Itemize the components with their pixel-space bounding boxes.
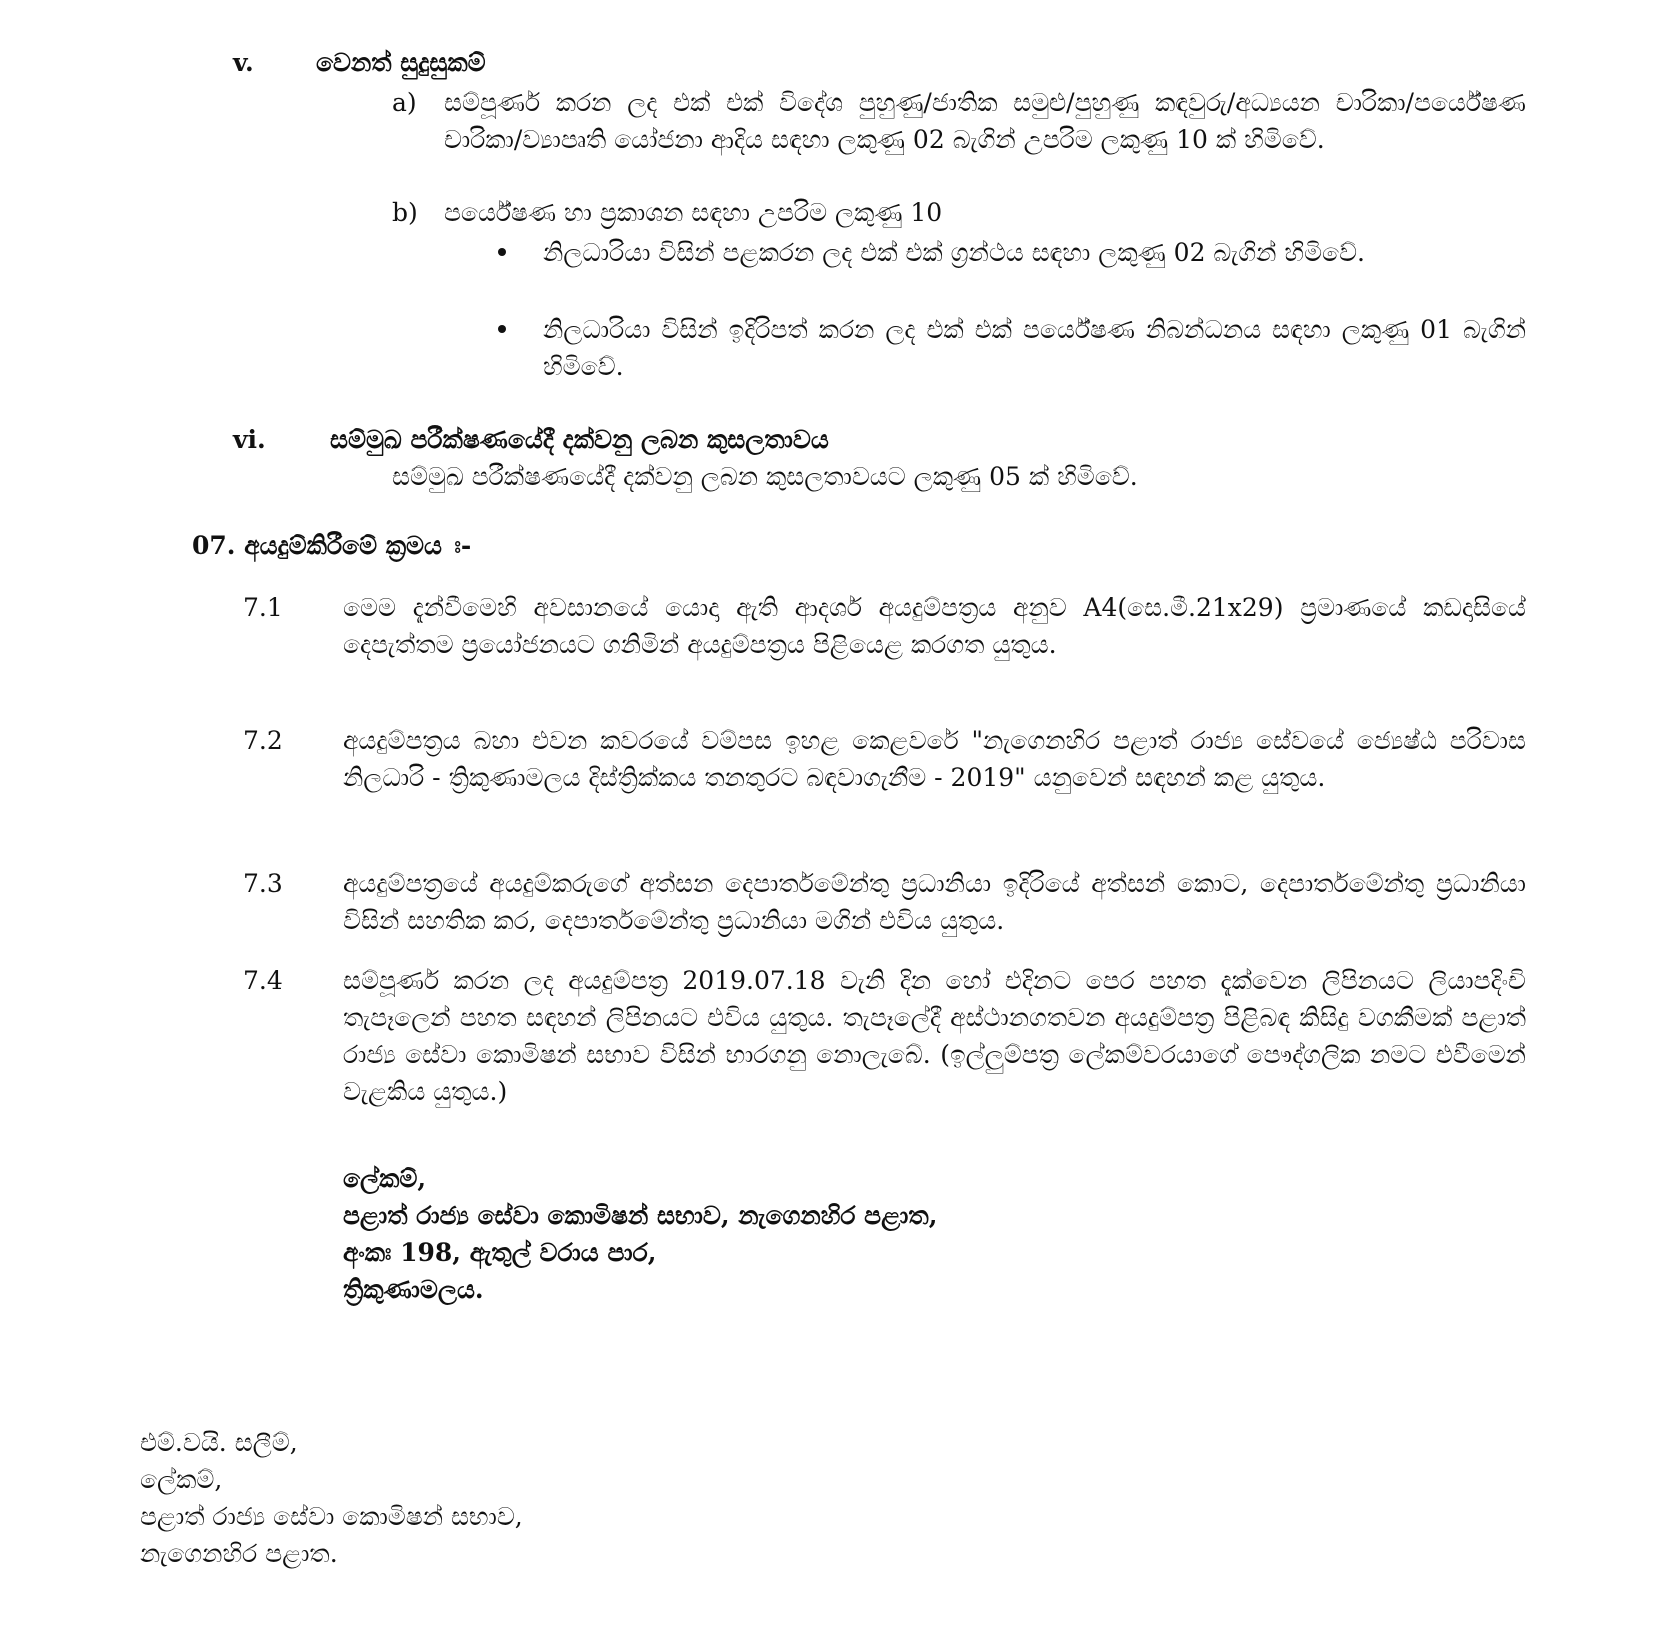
section-v-title: වෙනත් සුදුසුකම් (316, 48, 486, 77)
item-7-4-number: 7.4 (243, 966, 283, 995)
address-block (343, 1160, 937, 1308)
signature-line: පළාත් රාජ්‍ය සේවා කොමිෂන් සභාව, (140, 1502, 523, 1531)
address-line: ත්‍රිකුණාමලය. (343, 1275, 484, 1304)
item-7-1-text: මෙම දැන්වීමෙහි අවසානයේ යොදා ඇති ආදර්ශ අයදුම්පත්‍රය අනුව A4(සෙ.මී.21x29) ප්‍රමාණයේ කඩදාසියේ දෙපැත්තම ප්‍රයෝජනයට ගනිමින් අයදුම්පත්‍රය පිළියෙළ කරගත යුතුය. (343, 593, 1526, 659)
signature-block (140, 1424, 523, 1572)
bullet-icon (498, 325, 506, 333)
address-line: ලේකම්, (343, 1164, 427, 1193)
section-v-bullet-1: නිලධාරියා විසින් පළකරන ලද එක් එක් ග්‍රන්ථය සඳහා ලකුණු 02 බැගින් හිමිවේ. (543, 238, 1366, 267)
section-v-item-b-label: b) (392, 198, 418, 227)
item-7-3-number: 7.3 (243, 869, 283, 898)
item-7-2-text: අයදුම්පත්‍රය බහා එවන කවරයේ වම්පස ඉහළ කෙළවරේ "නැගෙනහිර පළාත් රාජ්‍ය සේවයේ ජ්‍යෙෂ්ඨ පරිවාස නිලධාරි - ත්‍රිකුණාමලය දිස්ත්‍රික්කය තනතුරට බඳවාගැනීම - 2019" යනුවෙන් සඳහන් කළ යුතුය. (343, 726, 1526, 792)
section-v-item-b-text: පර්යේෂණ හා ප්‍රකාශන සඳහා උපරිම ලකුණු 10 (444, 198, 943, 227)
section-vi-number: vi. (233, 425, 266, 454)
item-7-4-text: සම්පූර්ණ කරන ලද අයදුම්පත්‍ර 2019.07.18 වැනි දින හෝ එදිනට පෙර පහත දැක්වෙන ලිපිනයට ලියාපදිංචි තැපෑලෙන් පහත සඳහන් ලිපිනයට එවිය යුතුය. තැපෑලේදී අස්ථානගතවන අයදුම්පත්‍ර පිළිබඳ කිසිදු වගකීමක් පළාත් රාජ්‍ය සේවා කොමිෂන් සභාව විසින් භාරගනු නොලැබේ. (ඉල්ලුම්පත්‍ර ලේකම්වරයාගේ පෞද්ගලික නමට එවීමෙන් වැළකිය යුතුය.) (343, 966, 1526, 1106)
section-vi-title: සම්මුඛ පරීක්ෂණයේදී දක්වනු ලබන කුසලතාවය (330, 425, 829, 454)
section-v-item-a-text: සම්පූර්ණ කරන ලද එක් එක් විදේශ පුහුණු/ජාතික සමුළු/පුහුණු කඳවුරු/අධ්‍යයන චාරිකා/පර්යේෂණ චාරිකා/ව්‍යාපෘති යෝජනා ආදිය සඳහා ලකුණු 02 බැගින් උපරිම ලකුණු 10 ක් හිමිවේ. (444, 88, 1526, 154)
item-7-3-text: අයදුම්පත්‍රයේ අයදුම්කරුගේ අත්සන දෙපාර්තමේන්තු ප්‍රධානියා ඉදිරියේ අත්සන් කොට, දෙපාර්තමේන්තු ප්‍රධානියා විසින් සහතික කර, දෙපාර්තමේන්තු ප්‍රධානියා මගින් එවිය යුතුය. (343, 869, 1527, 935)
signature-line: නැගෙනහිර පළාත. (140, 1539, 338, 1568)
signature-line: ලේකම්, (140, 1465, 223, 1494)
signature-line: එම්.වයි. සලීම්, (140, 1428, 298, 1457)
section-v-item-a-label: a) (392, 88, 417, 117)
section-v-number: v. (233, 48, 254, 77)
section-v-bullet-2: නිලධාරියා විසින් ඉදිරිපත් කරන ලද එක් එක් පර්යේෂණ නිබන්ධනය සඳහා ලකුණු 01 බැගින් හිමිවේ. (543, 315, 1526, 381)
address-line: පළාත් රාජ්‍ය සේවා කොමිෂන් සභාව, නැගෙනහිර පළාත, (343, 1201, 938, 1230)
address-line: අංකඃ 198, ඇතුල් වරාය පාර, (343, 1238, 657, 1267)
bullet-icon (498, 248, 506, 256)
item-7-1-number: 7.1 (243, 593, 283, 622)
section-07-heading: 07. අයදුම්කිරීමේ ක්‍රමය ඃ- (192, 531, 472, 560)
item-7-2-number: 7.2 (243, 726, 283, 755)
section-vi-text: සම්මුඛ පරීක්ෂණයේදී දක්වනු ලබන කුසලතාවයට ලකුණු 05 ක් හිමිවේ. (392, 462, 1138, 491)
